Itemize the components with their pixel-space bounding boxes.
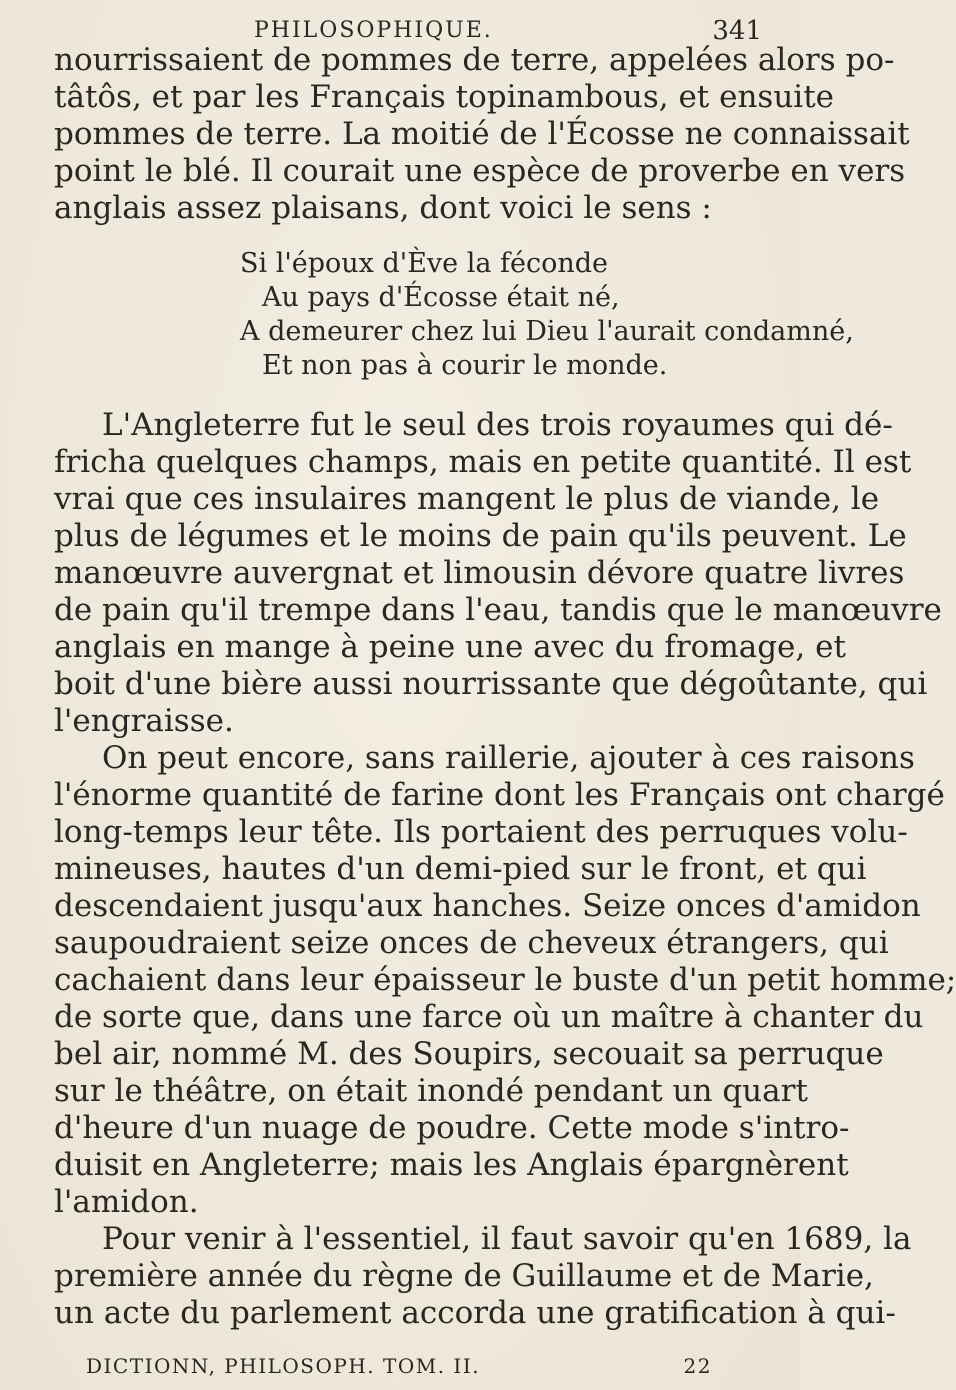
page-footer — [86, 1354, 712, 1378]
text-line: On peut encore, sans raillerie, ajouter à ces raisons — [102, 740, 915, 776]
sheet-number: 22 — [683, 1354, 712, 1378]
page-number: 341 — [712, 16, 762, 46]
text-line: fricha quelques champs, mais en petite quantité. Il est — [54, 444, 912, 480]
text-line: l'engraisse. — [54, 703, 234, 739]
text-line: anglais en mange à peine une avec du fromage, et — [54, 629, 846, 665]
text-line: plus de légumes et le moins de pain qu'ils peuvent. Le — [54, 518, 907, 554]
verse-quotation — [54, 247, 854, 383]
running-head — [54, 0, 772, 46]
text-line: descendaient jusqu'aux hanches. Seize onces d'amidon — [54, 888, 921, 924]
verse-line: Et non pas à courir le monde. — [262, 350, 668, 381]
paragraph-3 — [54, 740, 956, 1221]
text-line: duisit en Angleterre; mais les Anglais épargnèrent — [54, 1147, 849, 1183]
text-line: l'amidon. — [54, 1184, 199, 1220]
text-line: nourrissaient de pommes de terre, appelées alors po- — [54, 42, 895, 78]
text-line: L'Angleterre fut le seul des trois royaumes qui dé- — [102, 407, 893, 443]
text-line: sur le théâtre, on était inondé pendant un quart — [54, 1073, 808, 1109]
text-line: l'énorme quantité de farine dont les Français ont chargé — [54, 777, 945, 813]
text-line: boit d'une bière aussi nourrissante que dégoûtante, qui — [54, 666, 928, 702]
text-line: d'heure d'un nuage de poudre. Cette mode s'intro- — [54, 1110, 850, 1146]
paragraph-4 — [54, 1221, 912, 1332]
text-line: cachaient dans leur épaisseur le buste d'un petit homme; — [54, 962, 956, 998]
text-line: long-temps leur tête. Ils portaient des perruques volu- — [54, 814, 908, 850]
text-line: un acte du parlement accorda une gratification à qui- — [54, 1295, 896, 1331]
text-line: vrai que ces insulaires mangent le plus de viande, le — [54, 481, 880, 517]
running-title: PHILOSOPHIQUE. — [254, 18, 493, 43]
text-line: Pour venir à l'essentiel, il faut savoir qu'en 1689, la — [102, 1221, 912, 1257]
text-line: pommes de terre. La moitié de l'Écosse ne connaissait — [54, 116, 910, 152]
verse-line: A demeurer chez lui Dieu l'aurait condamné, — [240, 316, 854, 347]
text-line: saupoudraient seize onces de cheveux étrangers, qui — [54, 925, 889, 961]
text-line: première année du règne de Guillaume et de Marie, — [54, 1258, 874, 1294]
text-line: bel air, nommé M. des Soupirs, secouait sa perruque — [54, 1036, 884, 1072]
text-line: mineuses, hautes d'un demi-pied sur le front, et qui — [54, 851, 867, 887]
paragraph-2 — [54, 407, 942, 740]
paragraph-1 — [54, 42, 910, 227]
text-line: anglais assez plaisans, dont voici le sens : — [54, 190, 712, 226]
text-line: de sorte que, dans une farce où un maître à chanter du — [54, 999, 924, 1035]
text-line: de pain qu'il trempe dans l'eau, tandis que le manœuvre — [54, 592, 942, 628]
verse-line: Au pays d'Écosse était né, — [262, 282, 620, 313]
text-line: manœuvre auvergnat et limousin dévore quatre livres — [54, 555, 905, 591]
text-line: tâtôs, et par les Français topinambous, et ensuite — [54, 79, 835, 115]
signature-mark: DICTIONN, PHILOSOPH. TOM. II. — [86, 1354, 481, 1378]
text-line: point le blé. Il courait une espèce de proverbe en vers — [54, 153, 906, 189]
verse-line: Si l'époux d'Ève la féconde — [240, 248, 609, 279]
